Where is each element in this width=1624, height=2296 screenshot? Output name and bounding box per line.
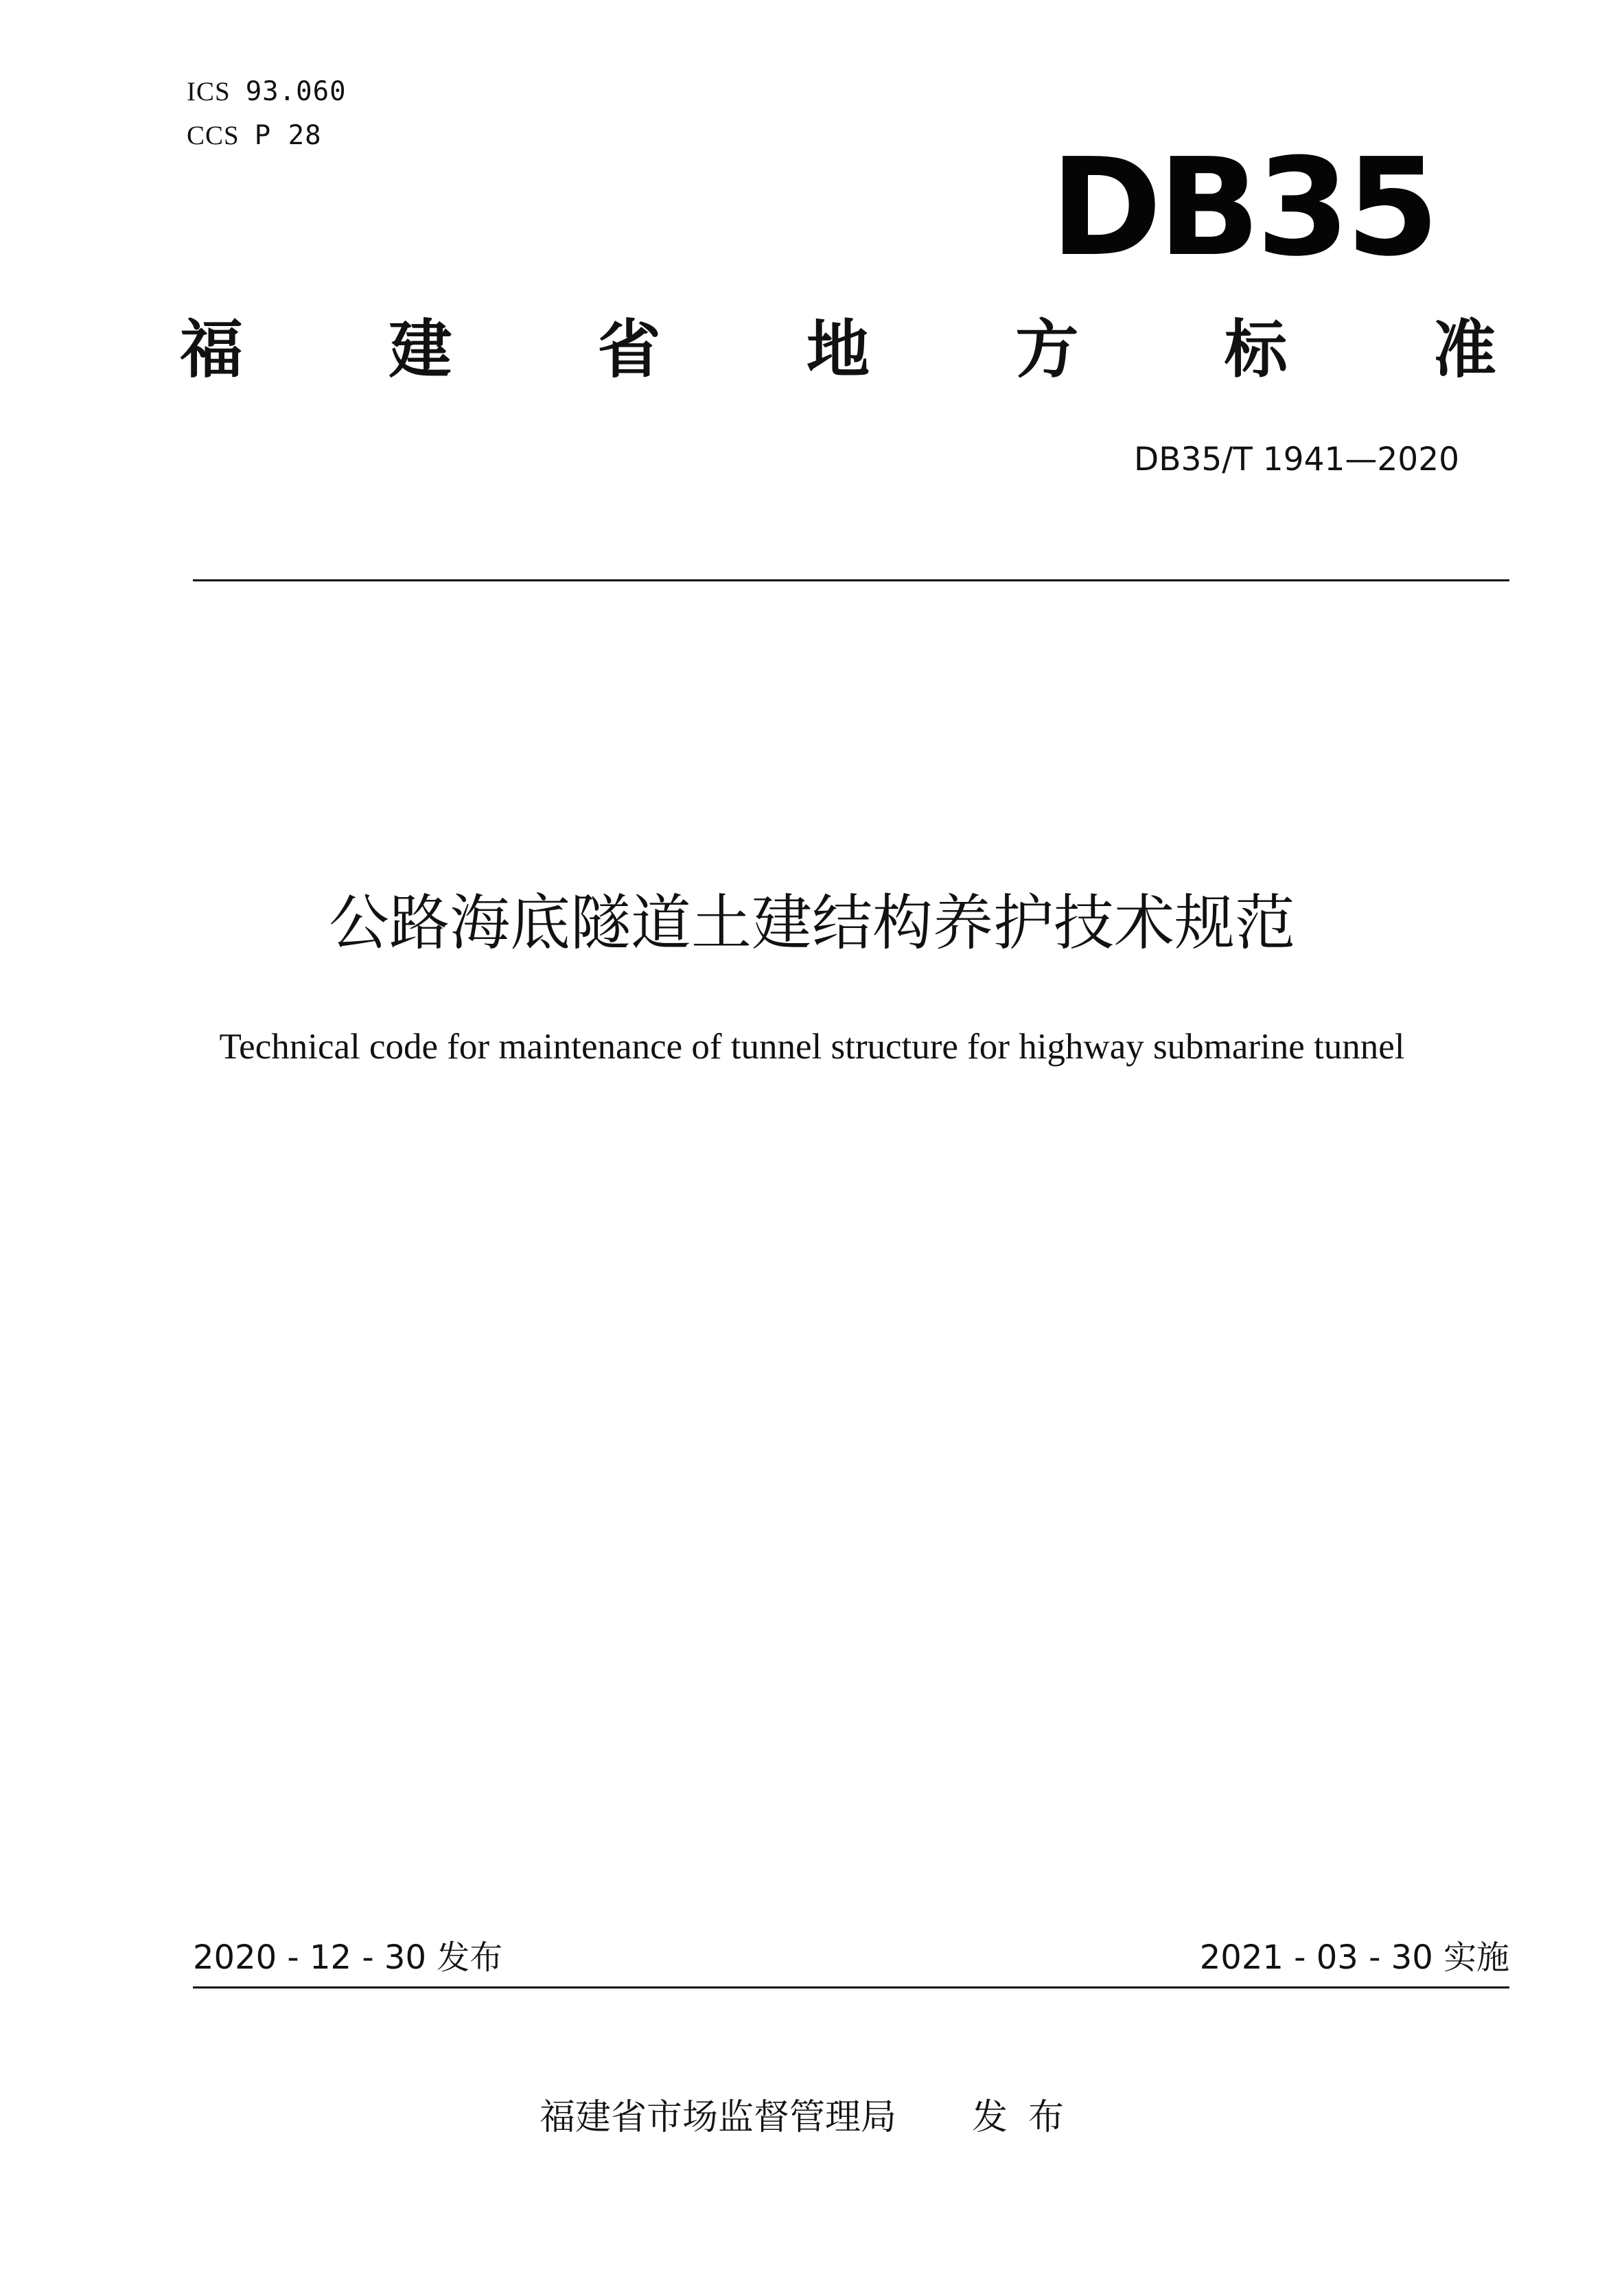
db35-logo: DB35 bbox=[1050, 130, 1435, 286]
release-date: 2020 - 12 - 30 发布 bbox=[193, 1938, 503, 1977]
standard-type-char: 福 bbox=[180, 313, 244, 386]
ics-code bbox=[187, 74, 347, 110]
publisher-name: 福建省市场监督管理局 bbox=[539, 2097, 896, 2138]
publisher-line bbox=[0, 2094, 1624, 2142]
document-title-chinese: 公路海底隧道土建结构养护技术规范 bbox=[328, 888, 1295, 958]
ccs-code bbox=[187, 118, 322, 154]
ccs-label: CCS bbox=[187, 121, 240, 150]
standard-type-heading bbox=[180, 312, 1496, 388]
bottom-divider bbox=[193, 1986, 1509, 1988]
standard-type-char: 地 bbox=[806, 313, 870, 386]
standard-number: DB35/T 1941—2020 bbox=[1134, 441, 1459, 478]
top-divider bbox=[193, 579, 1509, 581]
document-title-english: Technical code for maintenance of tunnel structure for highway submarine tunnel bbox=[219, 1027, 1405, 1067]
standard-type-char: 省 bbox=[597, 313, 661, 386]
effective-date: 2021 - 03 - 30 实施 bbox=[1199, 1938, 1509, 1977]
standard-type-char: 标 bbox=[1224, 313, 1288, 386]
publisher-action: 发布 bbox=[972, 2097, 1085, 2138]
ics-label: ICS bbox=[187, 77, 231, 106]
standard-type-char: 方 bbox=[1015, 313, 1079, 386]
ics-value: 93.060 bbox=[245, 76, 347, 107]
standard-type-char: 准 bbox=[1432, 313, 1496, 386]
ccs-value: P 28 bbox=[254, 120, 322, 151]
standard-type-char: 建 bbox=[388, 313, 452, 386]
